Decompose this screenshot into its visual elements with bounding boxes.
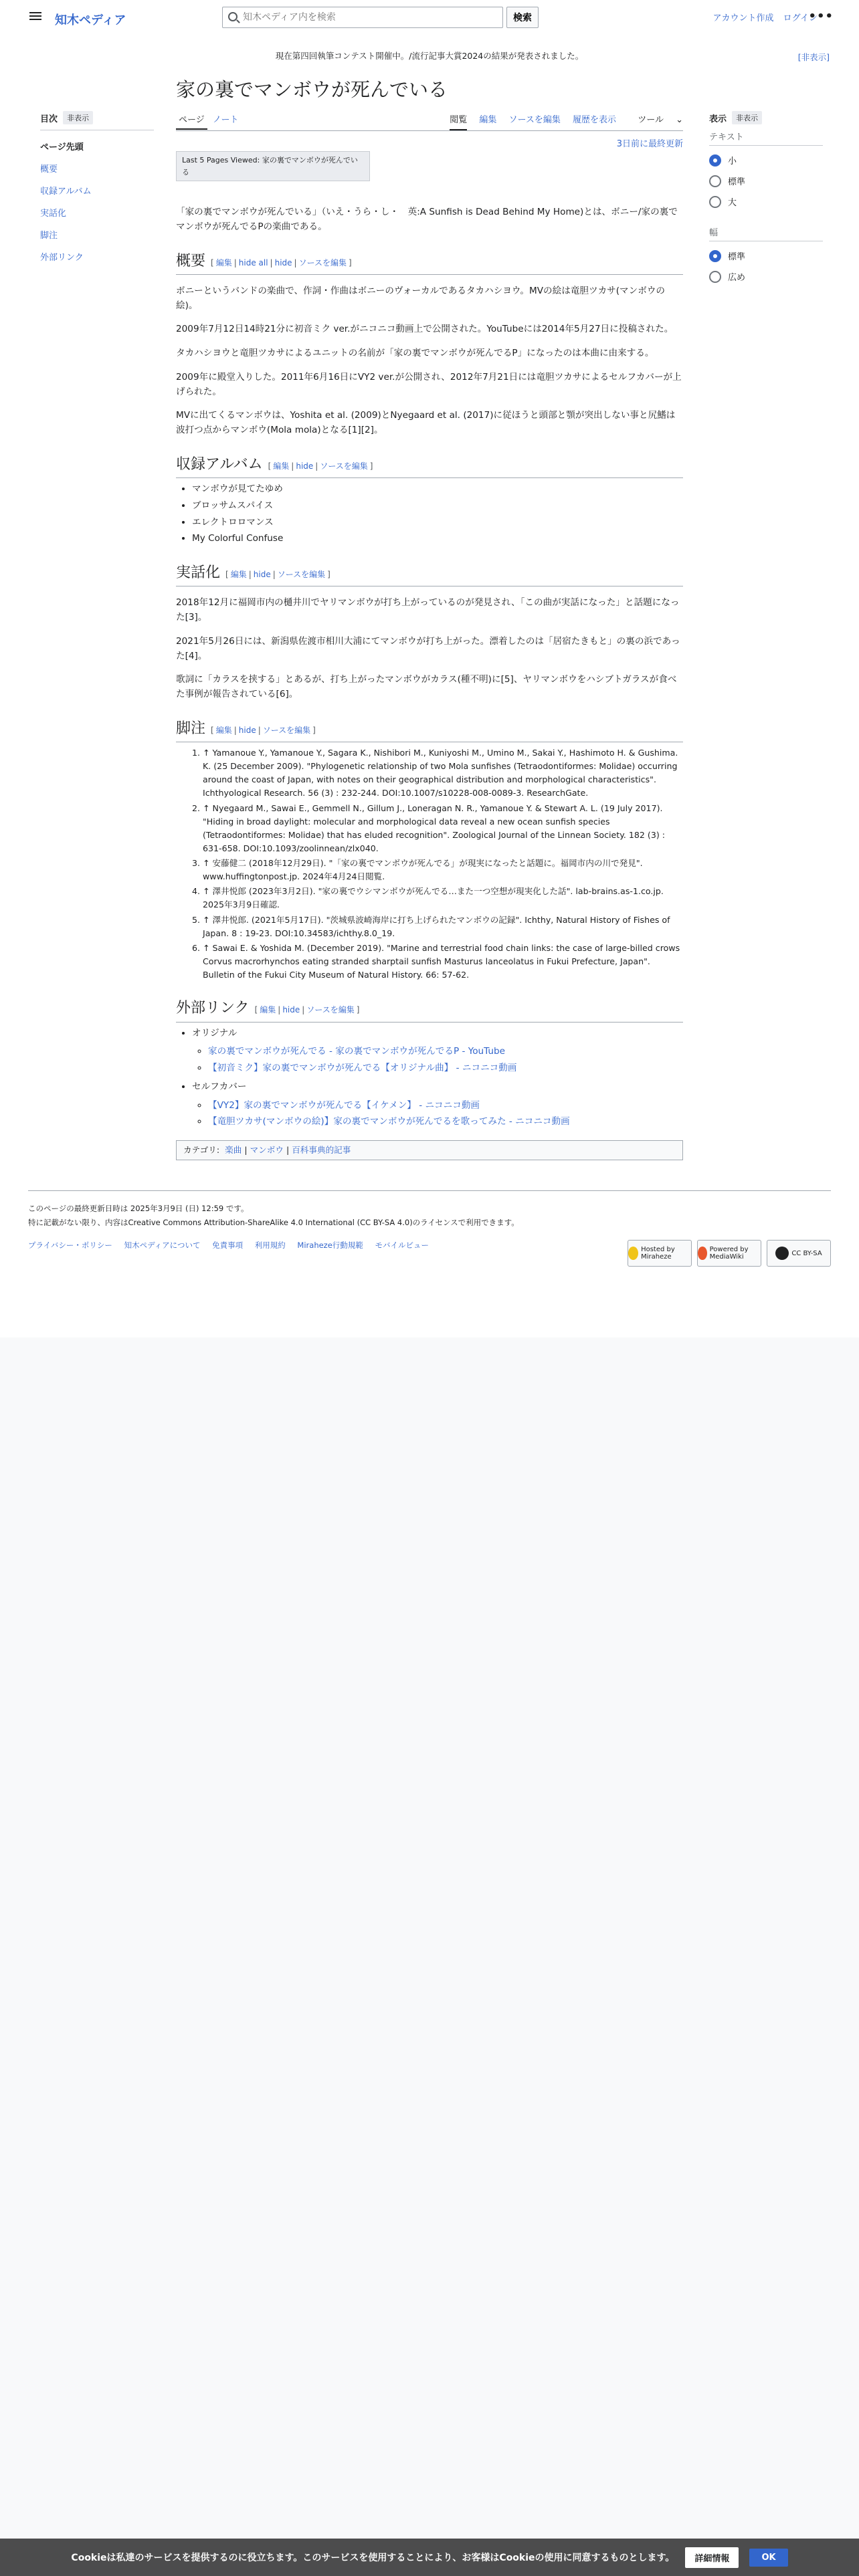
edit-source-link[interactable]: ソースを編集 xyxy=(277,570,326,580)
page-title: 家の裏でマンボウが死んでいる xyxy=(176,78,448,101)
category-label: カテゴリ: xyxy=(183,1145,220,1156)
footer-link[interactable]: 利用規約 xyxy=(254,1241,286,1251)
footer-link[interactable]: モバイルビュー xyxy=(375,1241,429,1251)
chevron-down-icon: ⌄ xyxy=(676,115,683,125)
paragraph: MVに出てくるマンボウは、Yoshita et al. (2009)とNyegaard et al. (2017)に従ほうと頭部と顎が突出しない事と尻鰭は波打つ点からマンボウ(Mola mola)となる[1][2]。 xyxy=(176,410,676,436)
footer-link[interactable]: プライバシー・ポリシー xyxy=(28,1241,112,1251)
toc-item-real[interactable]: 実話化 xyxy=(40,209,67,219)
list-item: • エレクトロロマンス xyxy=(192,516,683,530)
category-link[interactable]: マンボウ xyxy=(250,1145,284,1156)
reference-item[interactable]: 6. ↑ Sawai E. & Yoshida M. (December 2019). "Marine and terrestrial food chain links: the case of large-billed crows Corvus macrorhynchos eating stranded sharptail sunfish Masturus lanceolatus in Fukui Prefecture, Japan". Bulletin of the Fukui City Museum of Natural History. 66: 57-62. xyxy=(203,942,683,982)
width-standard[interactable] xyxy=(709,249,823,262)
text-size-standard[interactable] xyxy=(709,175,823,187)
search-icon xyxy=(228,12,237,21)
toc-hide-button[interactable]: 非表示 xyxy=(63,111,93,124)
cookie-more-button[interactable]: 詳細情報 xyxy=(685,2547,739,2568)
paragraph: ボニーというバンドの楽曲で、作詞・作曲はボニーのヴォーカルであるタカハシヨウ。MVの絵は竜胆ツカサ(マンボウの絵)。 xyxy=(176,285,666,311)
tab-history[interactable]: 履歴を表示 xyxy=(573,115,617,125)
paragraph: 2021年5月26日には、新潟県佐渡市相川大浦にてマンボウが打ち上がった。漂着したのは「居宿たきもと」の裏の浜であった[4]。 xyxy=(176,635,680,661)
radio-selected-icon xyxy=(709,250,721,262)
edit-link[interactable]: 編集 xyxy=(215,725,232,735)
footer-badges xyxy=(628,1240,831,1267)
hide-link[interactable]: hide xyxy=(253,570,271,580)
reference-item[interactable]: 4. ↑ 澤井悦郎 (2023年3月2日). "家の裏でウシマンボウが死んでる…また一つ空想が現実化した話". lab-brains.as-1.co.jp. 2025年3月9日確認. xyxy=(203,885,683,911)
hide-link[interactable]: hide xyxy=(238,725,256,735)
toc-item-notes[interactable]: 脚注 xyxy=(40,231,58,241)
cookie-text: Cookieは私達のサービスを提供するのに役立ちます。このサービスを使用することにより、お客様はCookieの使用に同意するものとします。 xyxy=(71,2553,675,2563)
hide-link[interactable]: hide xyxy=(274,257,292,267)
edit-link[interactable]: 編集 xyxy=(273,461,290,471)
tab-read[interactable]: 閲覧 xyxy=(450,115,467,130)
edit-links: [ 編集 | hide all | hide | ソースを編集 ] xyxy=(211,257,352,267)
external-link[interactable]: 【VY2】家の裏でマンボウが死んでる【イケメン】 - ニコニコ動画 xyxy=(208,1099,480,1111)
heading-text: 外部リンク xyxy=(176,1000,250,1017)
radio-label: 小 xyxy=(728,156,737,167)
radio-selected-icon xyxy=(709,154,721,167)
badge-label: CC BY-SA xyxy=(791,1249,822,1257)
badge-label: Powered by MediaWiki xyxy=(709,1246,749,1261)
reference-list xyxy=(203,746,683,982)
heading-text: 概要 xyxy=(176,252,206,270)
album-list xyxy=(192,482,683,546)
paragraph: 2009年7月12日14時21分に初音ミク ver.がニコニコ動画上で公開された。YouTubeには2014年5月27日に投稿された。 xyxy=(176,324,674,335)
last-edit-text: このページの最終更新日時は 2025年3月9日 (日) 12:59 です。 xyxy=(28,1204,249,1213)
category-link[interactable]: 百科事典的記事 xyxy=(292,1145,351,1156)
tab-edit-source[interactable]: ソースを編集 xyxy=(508,115,561,125)
mediawiki-icon xyxy=(698,1247,707,1260)
text-size-small[interactable] xyxy=(709,154,823,167)
footer-link[interactable]: 免責事項 xyxy=(212,1241,244,1251)
mediawiki-badge[interactable] xyxy=(697,1240,761,1267)
page-tabs xyxy=(176,112,683,131)
edit-link[interactable]: 編集 xyxy=(215,257,232,267)
edit-source-link[interactable]: ソースを編集 xyxy=(262,725,311,735)
radio-label: 標準 xyxy=(728,177,746,187)
tab-talk[interactable]: ノート xyxy=(212,115,239,125)
toc-item-top[interactable]: ページ先頭 xyxy=(40,142,84,152)
edit-source-link[interactable]: ソースを編集 xyxy=(306,1005,355,1015)
cc-icon xyxy=(775,1247,789,1260)
hide-all-link[interactable]: hide all xyxy=(238,257,268,267)
external-link[interactable]: 【竜胆ツカサ(マンボウの絵)】家の裏でマンボウが死んでるを歌ってみた - ニコニコ動画 xyxy=(208,1116,570,1128)
search-input[interactable] xyxy=(243,10,497,25)
cc-badge[interactable] xyxy=(767,1240,831,1267)
header xyxy=(0,7,859,33)
cookie-banner xyxy=(0,2539,859,2576)
footer-link[interactable]: Miraheze行動規範 xyxy=(297,1241,363,1251)
radio-label: 標準 xyxy=(728,252,746,262)
section-heading-overview xyxy=(176,249,683,275)
edit-link[interactable]: 編集 xyxy=(230,570,247,580)
cookie-ok-button[interactable]: OK xyxy=(749,2549,787,2567)
edit-link[interactable]: 編集 xyxy=(260,1005,276,1015)
search-button[interactable]: 検索 xyxy=(506,7,539,28)
group-label: セルフカバー xyxy=(192,1081,247,1092)
radio-label: 広め xyxy=(728,273,746,283)
external-link[interactable]: 家の裏でマンボウが死んでる - 家の裏でマンボウが死んでるP - YouTube xyxy=(208,1046,506,1057)
display-title: 表示 xyxy=(709,114,727,124)
section-heading-notes xyxy=(176,717,683,742)
reference-item[interactable]: 3. ↑ 安藤健二 (2018年12月29日). "「家の裏でマンボウが死んでる」が現実になったと話題に。福岡市内の川で発見". www.huffingtonpost.jp. 2024年4月24日閲覧. xyxy=(203,857,683,883)
list-group xyxy=(192,1080,683,1130)
paragraph: タカハシヨウと竜胆ツカサによるユニットの名前が「家の裏でマンボウが死んでるP」になったのは本曲に由来する。 xyxy=(176,348,654,359)
tab-tools-label: ツール xyxy=(638,115,664,125)
paragraph: 2018年12月に福岡市内の樋井川でヤリマンボウが打ち上がっているのが発見され、「この曲が実話になった」と話題になった[3]。 xyxy=(176,597,680,623)
page-views-box: Last 5 Pages Viewed: 家の裏でマンボウが死んでいる xyxy=(176,151,370,181)
edit-source-link[interactable]: ソースを編集 xyxy=(320,461,368,471)
toc-item-external[interactable]: 外部リンク xyxy=(40,253,84,263)
edit-links: [ 編集 | hide | ソースを編集 ] xyxy=(211,725,316,735)
group-label: オリジナル xyxy=(192,1027,237,1039)
lead-paragraph: 「家の裏でマンボウが死んでいる」（いえ・うら・し・ 英:A Sunfish is Dead Behind My Home)とは、ボニー/家の裏でマンボウが死んでるPの楽曲である。 xyxy=(176,207,678,232)
more-options-icon[interactable]: ••• xyxy=(808,9,834,23)
footer-link[interactable]: 知木ペディアについて xyxy=(124,1241,201,1251)
radio-icon xyxy=(709,196,721,208)
create-account-link[interactable]: アカウント作成 xyxy=(712,13,774,23)
display-panel xyxy=(709,111,823,291)
radio-icon xyxy=(709,271,721,283)
hide-link[interactable]: hide xyxy=(282,1005,300,1015)
login-link[interactable]: ログイン xyxy=(783,13,818,23)
edit-links: [ 編集 | hide | ソースを編集 ] xyxy=(268,461,373,471)
miraheze-badge[interactable] xyxy=(628,1240,692,1267)
last-modified-link[interactable]: 3日前に最終更新 xyxy=(616,139,683,149)
list-item: • マンボウが見てたゆめ xyxy=(192,482,683,497)
heading-text: 実話化 xyxy=(176,564,221,582)
tab-tools[interactable] xyxy=(628,115,683,125)
edit-links: [ 編集 | hide | ソースを編集 ] xyxy=(225,570,330,580)
list-group xyxy=(192,1027,683,1076)
width-wide[interactable] xyxy=(709,270,823,283)
heading-text: 脚注 xyxy=(176,720,206,737)
section-heading-external xyxy=(176,996,683,1022)
search-box xyxy=(222,7,503,28)
toc-title: 目次 xyxy=(40,114,58,124)
paragraph: 2009年に殿堂入りした。2011年6月16日にVY2 ver.が公開され、2012年7月21日には竜胆ツカサによるセルフカバーが上げられた。 xyxy=(176,371,682,397)
heading-text: 収録アルバム xyxy=(176,455,263,473)
text-size-large[interactable] xyxy=(709,195,823,208)
site-logo[interactable]: 知木ペディア xyxy=(55,13,126,27)
category-box: カテゴリ: 楽曲 | マンボウ | 百科事典的記事 xyxy=(176,1140,683,1160)
paragraph: 歌詞に「カラスを挟する」とあるが、打ち上がったマンボウがカラス(種不明)に[5]、ヤリマンボウをハシブトガラスが食べた事例が報告されている[6]。 xyxy=(176,674,677,700)
list-item: • ブロッサムスパイス xyxy=(192,499,683,514)
radio-label: 大 xyxy=(728,198,737,208)
article-body xyxy=(176,138,683,1160)
user-links xyxy=(706,11,818,23)
external-link[interactable]: 【初音ミク】家の裏でマンボウが死んでる【オリジナル曲】 - ニコニコ動画 xyxy=(208,1063,517,1074)
hide-link[interactable]: hide xyxy=(296,461,314,471)
category-link[interactable]: 楽曲 xyxy=(225,1145,242,1156)
list-item: • My Colorful Confuse xyxy=(192,532,683,546)
radio-icon xyxy=(709,175,721,187)
reference-item[interactable]: 5. ↑ 澤井悦郎. (2021年5月17日). "茨城県波崎海岸に打ち上げられたマンボウの記録". Ichthy, Natural History of Fishes of Japan. 8 : 19-23. DOI:10.34583/ichthy.8.0_19. xyxy=(203,914,683,940)
license-text: 特に記載がない限り、内容はCreative Commons Attribution-ShareAlike 4.0 International (CC BY-SA 4.0)のライセンスで利用できます。 xyxy=(28,1217,519,1227)
section-heading-real xyxy=(176,561,683,586)
display-hide-button[interactable]: 非表示 xyxy=(732,111,762,124)
text-size-label: テキスト xyxy=(709,130,823,146)
notice-hide-link[interactable]: [非表示] xyxy=(797,52,830,62)
badge-label: Hosted by Miraheze xyxy=(641,1246,675,1261)
external-links-list xyxy=(192,1027,683,1130)
edit-links: [ 編集 | hide | ソースを編集 ] xyxy=(254,1005,360,1015)
table-of-contents xyxy=(40,111,154,272)
reference-item[interactable]: 1. ↑ Yamanoue Y., Yamanoue Y., Sagara K., Nishibori M., Kuniyoshi M., Umino M., Sakai Y., Hashimoto H. & Gushima. K. (25 December 2009). "Phylogenetic relationship of two Mola sunfishes (Tetraodontiformes: Molidae) occurring around the coast of Japan, with notes on their geographical distribution and morphological characteristics". Ichthyological Research. 56 (3) : 232-244. DOI:10.1007/s10228-008-0089-3. ResearchGate. xyxy=(203,746,683,800)
site-notice: 現在第四回執筆コンテスト開催中。/流行記事大賞2024の結果が発表されました。 xyxy=(275,51,584,61)
tab-edit[interactable]: 編集 xyxy=(479,115,497,125)
edit-source-link[interactable]: ソースを編集 xyxy=(298,257,347,267)
tab-page[interactable]: ページ xyxy=(176,112,207,130)
miraheze-icon xyxy=(628,1247,638,1260)
toc-item-overview[interactable]: 概要 xyxy=(40,165,58,175)
width-label: 幅 xyxy=(709,225,823,241)
toc-item-album[interactable]: 収録アルバム xyxy=(40,187,92,197)
hamburger-menu-icon[interactable] xyxy=(28,10,43,25)
section-heading-album xyxy=(176,453,683,478)
reference-item[interactable]: 2. ↑ Nyegaard M., Sawai E., Gemmell N., Gillum J., Loneragan N. R., Yamanoue Y. & Stewart A. L. (19 July 2017). "Hiding in broad daylight: molecular and morphological data reveal a new ocean sunfish species (Tetraodontiformes: Molidae) that has eluded recognition". Zoological Journal of the Linnean Society. 182 (3) : 631-658. DOI:10.1093/zoolinnean/zlx040. xyxy=(203,802,683,856)
